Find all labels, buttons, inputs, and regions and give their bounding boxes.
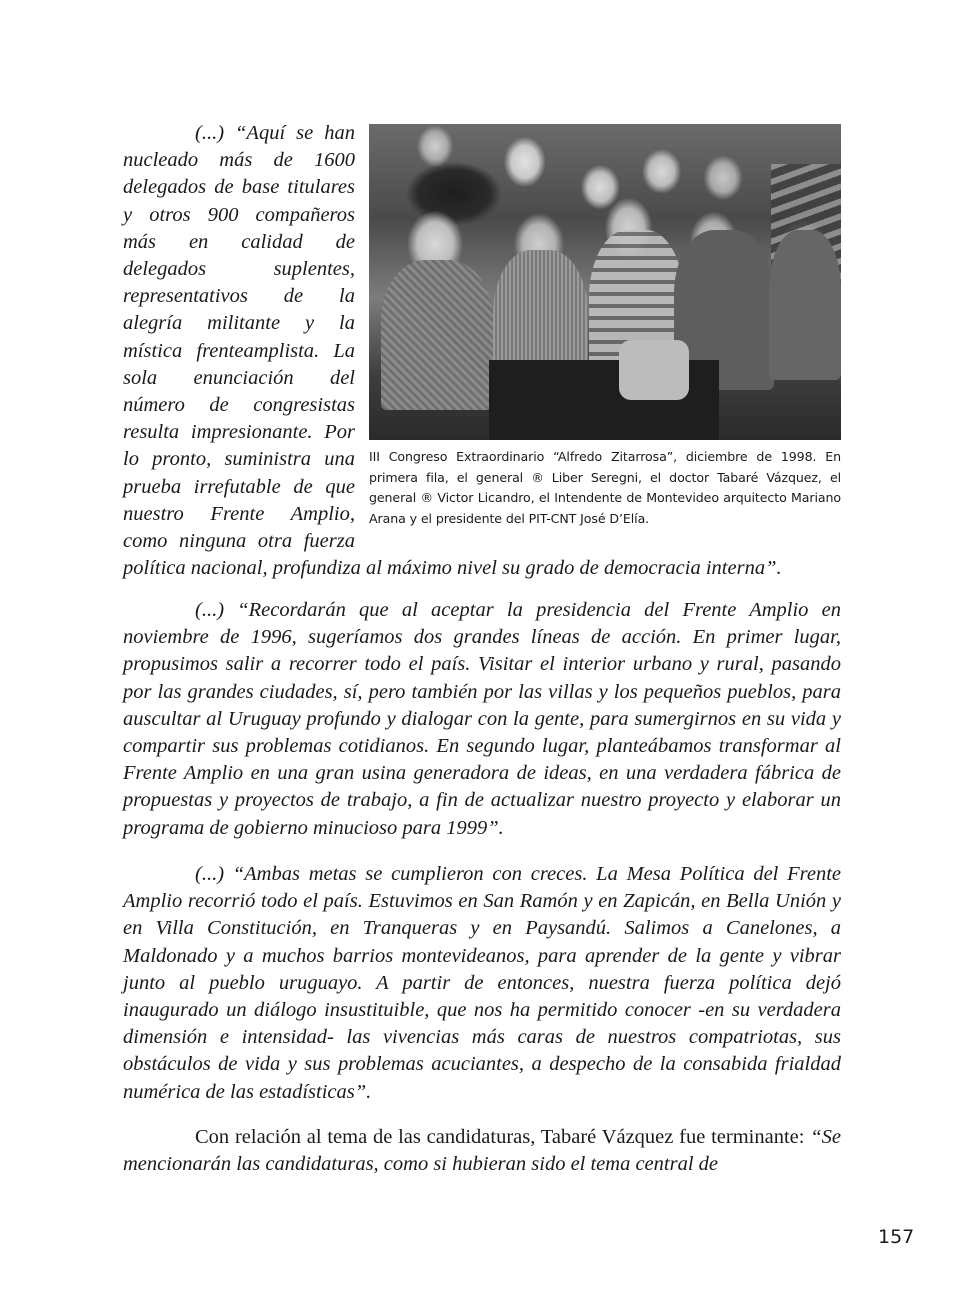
photo-bag <box>619 340 689 400</box>
photo-person-1 <box>381 260 493 410</box>
quote-paragraph-1-text: (...) “Aquí se han nucleado más de 1600 delegados de base titulares y otros 900 compañeros más en calidad de delegados suplentes, representativos de la alegría militante y la mística frenteamplista. La sola enunciación del número de congresistas resulta impresionante. Por lo pronto, suministra una prueba irrefutable de que nuestro Frente Amplio, como ninguna otra fuerza política nacional, profundiza al máximo nivel su grado de democracia interna”. <box>123 122 782 580</box>
figure <box>369 124 841 529</box>
photo-person-5 <box>769 230 841 380</box>
quote-paragraph-3-text: (...) “Ambas metas se cumplieron con creces. La Mesa Política del Frente Amplio recorrió todo el país. Estuvimos en San Ramón y en Zapicán, en Bella Unión y en Villa Constitución, en Tranqueras y en Paysandú. Salimos a Canelones, a Maldonado y a muchos barrios montevideanos, para aprender de la gente y vibrar junto al pueblo uruguayo. A partir de entonces, nuestra fuerza política dejó inaugurado un diálogo insustituible, que nos ha permitido conocer -en su verdadera dimensión e intensidad- las vivencias más caras de nuestros compatriotas, sus obstáculos de vida y sus problemas acuciantes, a despecho de la consabida frialdad numérica de las estadísticas”. <box>123 863 841 1103</box>
congress-photo <box>369 124 841 440</box>
quote-block-with-figure <box>123 120 841 582</box>
body-paragraph-intro: Con relación al tema de las candidaturas, Tabaré Vázquez fue terminante: <box>195 1126 811 1148</box>
body-paragraph <box>123 1124 841 1178</box>
page-number: 157 <box>878 1226 915 1248</box>
quote-paragraph-3 <box>123 861 841 1106</box>
body-paragraph-quote: “Se mencionarán las candidaturas, como si hubieran sido el tema central de <box>123 1126 841 1176</box>
figure-caption: III Congreso Extraordinario “Alfredo Zitarrosa”, diciembre de 1998. En primera fila, el general ® Liber Seregni, el doctor Tabaré Vázquez, el general ® Victor Licandro, el Intendente de Montevideo arquitecto Mariano Arana y el presidente del PIT-CNT José D’Elía. <box>369 449 841 526</box>
quote-paragraph-2-text: (...) “Recordarán que al aceptar la presidencia del Frente Amplio en noviembre de 1996, sugeríamos dos grandes líneas de acción. En primer lugar, propusimos salir a recorrer todo el país. Visitar el interior urbano y rural, pasando por las grandes ciudades, sí, pero también por las villas y los pequeños pueblos, para auscultar al Uruguay profundo y dialogar con la gente, para sumergirnos en su vida y compartir sus problemas cotidianos. En segundo lugar, planteábamos transformar al Frente Amplio en una gran usina generadora de ideas, en una verdadera fábrica de propuestas y proyectos de trabajo, a fin de actualizar nuestro proyecto y elaborar un programa de gobierno minucioso para 1999”. <box>123 599 841 839</box>
quote-paragraph-2 <box>123 597 841 842</box>
